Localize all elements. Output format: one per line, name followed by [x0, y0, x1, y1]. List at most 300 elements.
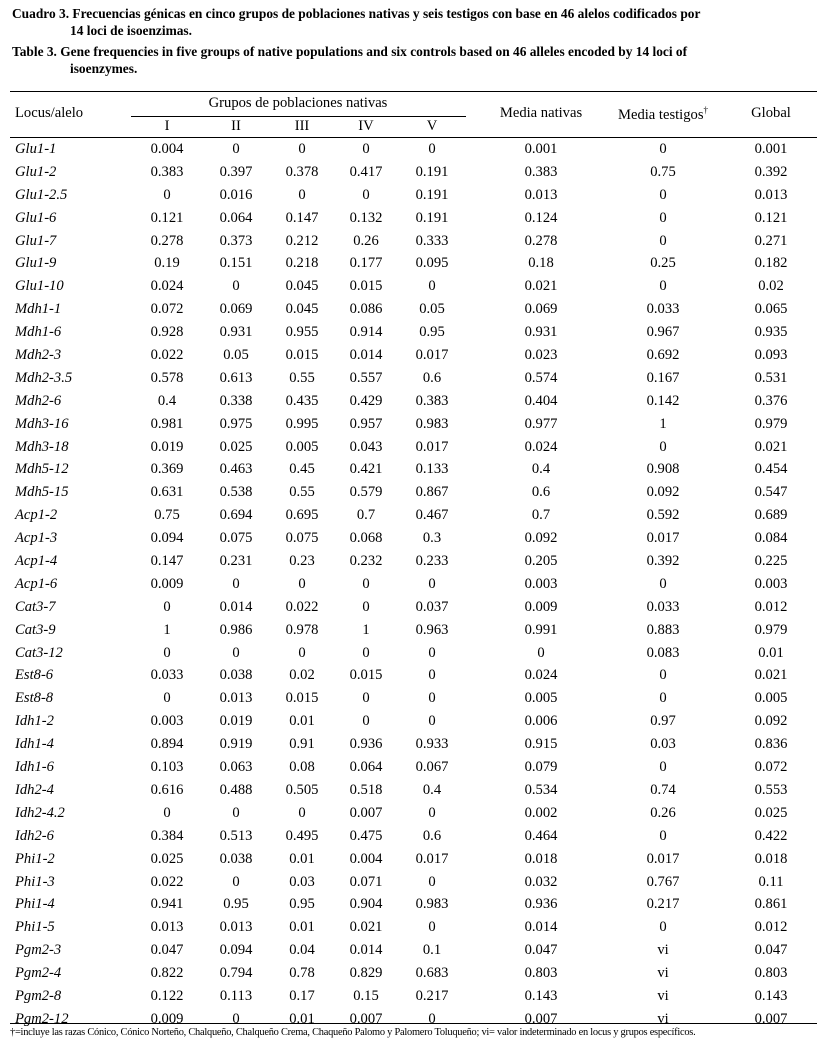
group-2-cell: 0.038 — [219, 667, 253, 684]
global-cell: 0.121 — [754, 209, 788, 226]
locus-cell: Mdh3-18 — [15, 438, 69, 455]
header-group-3: III — [294, 118, 310, 134]
media-testigos-cell: 0.26 — [650, 804, 676, 821]
group-1-cell: 0.047 — [150, 942, 184, 959]
table-row — [0, 299, 825, 322]
locus-cell: Glu1-10 — [15, 278, 64, 295]
group-3-cell: 0.55 — [289, 369, 315, 386]
group-1-cell: 0.033 — [150, 667, 184, 684]
media-testigos-cell: 0 — [659, 232, 667, 249]
media-testigos-cell: 0 — [659, 919, 667, 936]
locus-cell: Acp1-4 — [15, 553, 58, 570]
global-cell: 0.422 — [754, 827, 788, 844]
group-5-cell: 0.6 — [422, 369, 442, 386]
locus-cell: Glu1-7 — [15, 232, 57, 249]
group-1-cell: 0.103 — [150, 759, 184, 776]
global-cell: 0.836 — [754, 736, 788, 753]
group-1-cell: 0.009 — [150, 1010, 184, 1027]
group-3-cell: 0.435 — [285, 392, 319, 409]
group-4-cell: 0.7 — [356, 507, 376, 524]
media-testigos-cell: 0.083 — [646, 644, 680, 661]
global-cell: 0.065 — [754, 301, 788, 318]
caption-en-text: Gene frequencies in five groups of native populations and six controls based on 46 alleles encoded by 14 loci of — [60, 44, 688, 59]
group-2-cell: 0.019 — [219, 713, 253, 730]
group-1-cell: 0.019 — [150, 438, 184, 455]
group-4-cell: 0 — [362, 575, 370, 592]
media-nativas-cell: 0.205 — [524, 553, 558, 570]
group-2-cell: 0.95 — [223, 896, 249, 913]
table-row — [0, 574, 825, 597]
locus-cell: Mdh3-16 — [15, 415, 69, 432]
table-top-rule — [10, 91, 817, 92]
group-4-cell: 0.829 — [349, 965, 383, 982]
group-2-cell: 0 — [232, 141, 240, 157]
locus-cell: Idh1-6 — [15, 759, 54, 776]
header-group-1: I — [164, 118, 170, 134]
group-4-cell: 0.518 — [349, 781, 383, 798]
group-2-cell: 0.538 — [219, 484, 253, 501]
global-cell: 0.007 — [754, 1010, 788, 1027]
group-2-cell: 0.069 — [219, 301, 253, 318]
group-3-cell: 0 — [298, 575, 306, 592]
table-row — [0, 528, 825, 551]
group-2-cell: 0 — [232, 873, 240, 890]
group-1-cell: 0.894 — [150, 736, 184, 753]
locus-cell: Est8-8 — [15, 690, 54, 707]
media-testigos-cell: 0.217 — [646, 896, 680, 913]
media-nativas-cell: 0.005 — [524, 690, 558, 707]
group-2-cell: 0.975 — [219, 415, 253, 432]
group-4-cell: 0.15 — [353, 987, 379, 1004]
table-row — [0, 391, 825, 414]
caption-es-label: Cuadro 3. — [12, 6, 70, 21]
media-testigos-cell: 0 — [659, 827, 667, 844]
caption-spanish — [12, 6, 818, 39]
group-5-cell: 0.133 — [415, 461, 449, 478]
group-4-cell: 0.557 — [349, 369, 383, 386]
locus-cell: Cat3-9 — [15, 621, 56, 638]
media-testigos-cell: 0 — [659, 209, 667, 226]
global-cell: 0.547 — [754, 484, 788, 501]
media-testigos-cell: 0.97 — [650, 713, 676, 730]
locus-cell: Idh1-4 — [15, 736, 54, 753]
group-4-cell: 0 — [362, 644, 370, 661]
table-row — [0, 482, 825, 505]
group-4-cell: 0.014 — [349, 347, 383, 364]
group-5-cell: 0.3 — [422, 530, 442, 547]
media-testigos-cell: 0.692 — [646, 347, 680, 364]
media-testigos-cell: 0.167 — [646, 369, 680, 386]
group-2-cell: 0 — [232, 1010, 240, 1027]
group-3-cell: 0.218 — [285, 255, 319, 272]
table-row — [0, 711, 825, 734]
group-1-cell: 0.75 — [154, 507, 180, 524]
media-nativas-cell: 0.079 — [524, 759, 558, 776]
table-row — [0, 917, 825, 940]
groups-subheader-rule — [131, 116, 466, 117]
table-row — [0, 551, 825, 574]
group-5-cell: 0.191 — [415, 163, 449, 180]
media-nativas-cell: 0.931 — [524, 324, 558, 341]
caption-en-label: Table 3. — [12, 44, 57, 59]
table-row — [0, 139, 825, 162]
media-testigos-cell: 0.25 — [650, 255, 676, 272]
global-cell: 0.01 — [758, 644, 784, 661]
group-4-cell: 0.086 — [349, 301, 383, 318]
global-cell: 0.979 — [754, 621, 788, 638]
group-4-cell: 0.015 — [349, 278, 383, 295]
locus-cell: Pgm2-3 — [15, 942, 62, 959]
group-1-cell: 0.384 — [150, 827, 184, 844]
global-cell: 0.803 — [754, 965, 788, 982]
locus-cell: Phi1-3 — [15, 873, 55, 890]
caption-en-continuation: isoenzymes. — [70, 60, 138, 76]
group-2-cell: 0.373 — [219, 232, 253, 249]
global-cell: 0.021 — [754, 438, 788, 455]
group-4-cell: 0.914 — [349, 324, 383, 341]
group-5-cell: 0.191 — [415, 186, 449, 203]
group-3-cell: 0.505 — [285, 781, 319, 798]
locus-cell: Glu1-9 — [15, 255, 57, 272]
group-4-cell: 0.071 — [349, 873, 383, 890]
media-nativas-cell: 0.534 — [524, 781, 558, 798]
media-testigos-cell: 0.75 — [650, 163, 676, 180]
group-3-cell: 0.378 — [285, 163, 319, 180]
group-1-cell: 0.369 — [150, 461, 184, 478]
group-3-cell: 0.03 — [289, 873, 315, 890]
group-4-cell: 0.957 — [349, 415, 383, 432]
group-3-cell: 0.01 — [289, 1010, 315, 1027]
group-5-cell: 0.333 — [415, 232, 449, 249]
group-4-cell: 0.421 — [349, 461, 383, 478]
media-nativas-cell: 0.003 — [524, 575, 558, 592]
media-nativas-cell: 0.4 — [531, 461, 551, 478]
group-2-cell: 0.231 — [219, 553, 253, 570]
group-3-cell: 0 — [298, 804, 306, 821]
group-4-cell: 0.004 — [349, 850, 383, 867]
group-4-cell: 0.429 — [349, 392, 383, 409]
group-4-cell: 0.064 — [349, 759, 383, 776]
group-2-cell: 0.613 — [219, 369, 253, 386]
media-nativas-cell: 0.936 — [524, 896, 558, 913]
media-testigos-cell: 0.967 — [646, 324, 680, 341]
table-row — [0, 597, 825, 620]
table-row — [0, 780, 825, 803]
group-3-cell: 0.04 — [289, 942, 315, 959]
media-testigos-cell: 0 — [659, 759, 667, 776]
global-cell: 0.376 — [754, 392, 788, 409]
locus-cell: Mdh5-12 — [15, 461, 69, 478]
header-locus: Locus/alelo — [15, 105, 84, 121]
media-nativas-cell: 0.002 — [524, 804, 558, 821]
table-row — [0, 368, 825, 391]
global-cell: 0.454 — [754, 461, 788, 478]
group-2-cell: 0 — [232, 644, 240, 661]
caption-english — [12, 44, 818, 77]
group-1-cell: 0.928 — [150, 324, 184, 341]
global-cell: 0.005 — [754, 690, 788, 707]
group-5-cell: 0.017 — [415, 438, 449, 455]
global-cell: 0.012 — [754, 919, 788, 936]
group-2-cell: 0.05 — [223, 347, 249, 364]
locus-cell: Acp1-3 — [15, 530, 58, 547]
group-1-cell: 0.383 — [150, 163, 184, 180]
group-3-cell: 0.955 — [285, 324, 319, 341]
group-1-cell: 0.013 — [150, 919, 184, 936]
group-4-cell: 0.043 — [349, 438, 383, 455]
locus-cell: Acp1-6 — [15, 575, 58, 592]
locus-cell: Mdh2-3 — [15, 347, 62, 364]
group-1-cell: 0.4 — [157, 392, 177, 409]
media-nativas-cell: 0 — [537, 644, 545, 661]
table-row — [0, 414, 825, 437]
group-3-cell: 0.212 — [285, 232, 319, 249]
media-testigos-cell: 0 — [659, 667, 667, 684]
media-testigos-cell: 1 — [659, 415, 667, 432]
group-5-cell: 0.4 — [422, 781, 442, 798]
media-nativas-cell: 0.18 — [528, 255, 554, 272]
group-4-cell: 0.579 — [349, 484, 383, 501]
media-nativas-cell: 0.6 — [531, 484, 551, 501]
media-nativas-cell: 0.404 — [524, 392, 558, 409]
group-2-cell: 0.063 — [219, 759, 253, 776]
locus-cell: Idh2-6 — [15, 827, 54, 844]
group-1-cell: 0.009 — [150, 575, 184, 592]
group-5-cell: 0.217 — [415, 987, 449, 1004]
media-testigos-cell: 0 — [659, 186, 667, 203]
group-3-cell: 0.23 — [289, 553, 315, 570]
group-4-cell: 0.014 — [349, 942, 383, 959]
group-4-cell: 0.475 — [349, 827, 383, 844]
group-3-cell: 0.95 — [289, 896, 315, 913]
group-2-cell: 0.694 — [219, 507, 253, 524]
media-nativas-cell: 0.092 — [524, 530, 558, 547]
group-1-cell: 0.003 — [150, 713, 184, 730]
group-1-cell: 0.072 — [150, 301, 184, 318]
table-row — [0, 734, 825, 757]
group-3-cell: 0 — [298, 141, 306, 157]
group-3-cell: 0 — [298, 644, 306, 661]
media-nativas-cell: 0.7 — [531, 507, 551, 524]
group-5-cell: 0 — [428, 919, 436, 936]
media-nativas-cell: 0.006 — [524, 713, 558, 730]
group-3-cell: 0.075 — [285, 530, 319, 547]
locus-cell: Pgm2-8 — [15, 987, 62, 1004]
media-nativas-cell: 0.977 — [524, 415, 558, 432]
table-row — [0, 505, 825, 528]
media-testigos-cell: 0.883 — [646, 621, 680, 638]
group-3-cell: 0.005 — [285, 438, 319, 455]
header-group-2: II — [231, 118, 241, 134]
media-testigos-cell: 0.592 — [646, 507, 680, 524]
group-3-cell: 0.02 — [289, 667, 315, 684]
group-5-cell: 0.983 — [415, 415, 449, 432]
group-2-cell: 0.397 — [219, 163, 253, 180]
group-5-cell: 0.233 — [415, 553, 449, 570]
global-cell: 0.143 — [754, 987, 788, 1004]
group-5-cell: 0.963 — [415, 621, 449, 638]
group-5-cell: 0 — [428, 278, 436, 295]
media-nativas-cell: 0.024 — [524, 438, 558, 455]
global-cell: 0.531 — [754, 369, 788, 386]
table-row — [0, 185, 825, 208]
media-nativas-cell: 0.018 — [524, 850, 558, 867]
header-media-testigos — [618, 105, 708, 124]
table-row — [0, 963, 825, 986]
group-1-cell: 0.578 — [150, 369, 184, 386]
locus-cell: Mdh1-1 — [15, 301, 62, 318]
table-row — [0, 162, 825, 185]
global-cell: 0.935 — [754, 324, 788, 341]
media-nativas-cell: 0.383 — [524, 163, 558, 180]
group-4-cell: 0.904 — [349, 896, 383, 913]
media-testigos-cell: 0 — [659, 278, 667, 295]
locus-cell: Glu1-2.5 — [15, 186, 68, 203]
header-media-nativas: Media nativas — [499, 105, 583, 121]
group-5-cell: 0.383 — [415, 392, 449, 409]
locus-cell: Est8-6 — [15, 667, 54, 684]
group-4-cell: 0.132 — [349, 209, 383, 226]
media-testigos-cell: 0.767 — [646, 873, 680, 890]
group-3-cell: 0.978 — [285, 621, 319, 638]
media-testigos-cell: vi — [657, 965, 669, 982]
locus-cell: Mdh2-6 — [15, 392, 62, 409]
group-2-cell: 0.986 — [219, 621, 253, 638]
group-5-cell: 0 — [428, 644, 436, 661]
group-3-cell: 0.495 — [285, 827, 319, 844]
table-row — [0, 665, 825, 688]
group-4-cell: 0.007 — [349, 1010, 383, 1027]
group-3-cell: 0.045 — [285, 278, 319, 295]
media-nativas-cell: 0.803 — [524, 965, 558, 982]
group-3-cell: 0.695 — [285, 507, 319, 524]
table-row — [0, 826, 825, 849]
group-2-cell: 0.013 — [219, 919, 253, 936]
locus-cell: Cat3-7 — [15, 598, 56, 615]
group-2-cell: 0.013 — [219, 690, 253, 707]
group-5-cell: 0.1 — [422, 942, 442, 959]
group-2-cell: 0.463 — [219, 461, 253, 478]
locus-cell: Idh2-4.2 — [15, 804, 65, 821]
group-1-cell: 0 — [163, 644, 171, 661]
global-cell: 0.392 — [754, 163, 788, 180]
header-groups: Grupos de poblaciones nativas — [208, 95, 388, 111]
group-2-cell: 0.338 — [219, 392, 253, 409]
locus-cell: Glu1-2 — [15, 163, 57, 180]
media-nativas-cell: 0.278 — [524, 232, 558, 249]
global-cell: 0.092 — [754, 713, 788, 730]
global-cell: 0.182 — [754, 255, 788, 272]
group-4-cell: 0.417 — [349, 163, 383, 180]
group-1-cell: 0 — [163, 690, 171, 707]
group-3-cell: 0.01 — [289, 850, 315, 867]
global-cell: 0.001 — [754, 141, 788, 157]
group-3-cell: 0.55 — [289, 484, 315, 501]
global-cell: 0.553 — [754, 781, 788, 798]
locus-cell: Phi1-4 — [15, 896, 55, 913]
media-testigos-cell: 0 — [659, 575, 667, 592]
global-cell: 0.271 — [754, 232, 788, 249]
locus-cell: Cat3-12 — [15, 644, 63, 661]
locus-cell: Idh1-2 — [15, 713, 54, 730]
media-nativas-cell: 0.014 — [524, 919, 558, 936]
group-1-cell: 0.022 — [150, 873, 184, 890]
group-1-cell: 1 — [163, 621, 171, 638]
group-2-cell: 0.794 — [219, 965, 253, 982]
group-3-cell: 0.995 — [285, 415, 319, 432]
group-2-cell: 0.931 — [219, 324, 253, 341]
group-3-cell: 0.147 — [285, 209, 319, 226]
group-4-cell: 0.015 — [349, 667, 383, 684]
group-2-cell: 0.094 — [219, 942, 253, 959]
table-row — [0, 276, 825, 299]
table-row — [0, 322, 825, 345]
global-cell: 0.979 — [754, 415, 788, 432]
group-5-cell: 0 — [428, 804, 436, 821]
media-nativas-cell: 0.032 — [524, 873, 558, 890]
locus-cell: Idh2-4 — [15, 781, 54, 798]
group-4-cell: 0.936 — [349, 736, 383, 753]
group-1-cell: 0 — [163, 804, 171, 821]
group-1-cell: 0.025 — [150, 850, 184, 867]
locus-cell: Mdh2-3.5 — [15, 369, 73, 386]
table-row — [0, 688, 825, 711]
media-testigos-cell: 0.033 — [646, 598, 680, 615]
media-testigos-cell: 0.017 — [646, 530, 680, 547]
global-cell: 0.021 — [754, 667, 788, 684]
group-4-cell: 0.007 — [349, 804, 383, 821]
global-cell: 0.093 — [754, 347, 788, 364]
group-5-cell: 0.983 — [415, 896, 449, 913]
global-cell: 0.861 — [754, 896, 788, 913]
group-3-cell: 0.45 — [289, 461, 315, 478]
group-4-cell: 0.021 — [349, 919, 383, 936]
table-row — [0, 208, 825, 231]
table-row — [0, 437, 825, 460]
table-row — [0, 620, 825, 643]
header-media-testigos-label: Media testigos — [617, 106, 704, 123]
group-5-cell: 0 — [428, 575, 436, 592]
global-cell: 0.084 — [754, 530, 788, 547]
media-testigos-cell: vi — [657, 987, 669, 1004]
media-testigos-cell: 0.908 — [646, 461, 680, 478]
group-3-cell: 0.015 — [285, 690, 319, 707]
group-2-cell: 0.075 — [219, 530, 253, 547]
media-testigos-cell: 0.142 — [646, 392, 680, 409]
table-body — [0, 139, 825, 1032]
group-5-cell: 0 — [428, 690, 436, 707]
global-cell: 0.11 — [758, 873, 784, 890]
group-3-cell: 0.91 — [289, 736, 315, 753]
table-row — [0, 803, 825, 826]
group-1-cell: 0.19 — [154, 255, 180, 272]
group-3-cell: 0.022 — [285, 598, 319, 615]
group-4-cell: 0 — [362, 713, 370, 730]
table-row — [0, 940, 825, 963]
global-cell: 0.02 — [758, 278, 784, 295]
media-testigos-cell: 0 — [659, 141, 667, 157]
media-testigos-cell: vi — [657, 1010, 669, 1027]
group-4-cell: 1 — [362, 621, 370, 638]
header-group-4: IV — [358, 118, 374, 134]
group-2-cell: 0.016 — [219, 186, 253, 203]
group-5-cell: 0 — [428, 1010, 436, 1027]
group-5-cell: 0.037 — [415, 598, 449, 615]
group-1-cell: 0 — [163, 598, 171, 615]
group-1-cell: 0.004 — [150, 141, 184, 157]
locus-cell: Phi1-2 — [15, 850, 55, 867]
group-5-cell: 0.095 — [415, 255, 449, 272]
